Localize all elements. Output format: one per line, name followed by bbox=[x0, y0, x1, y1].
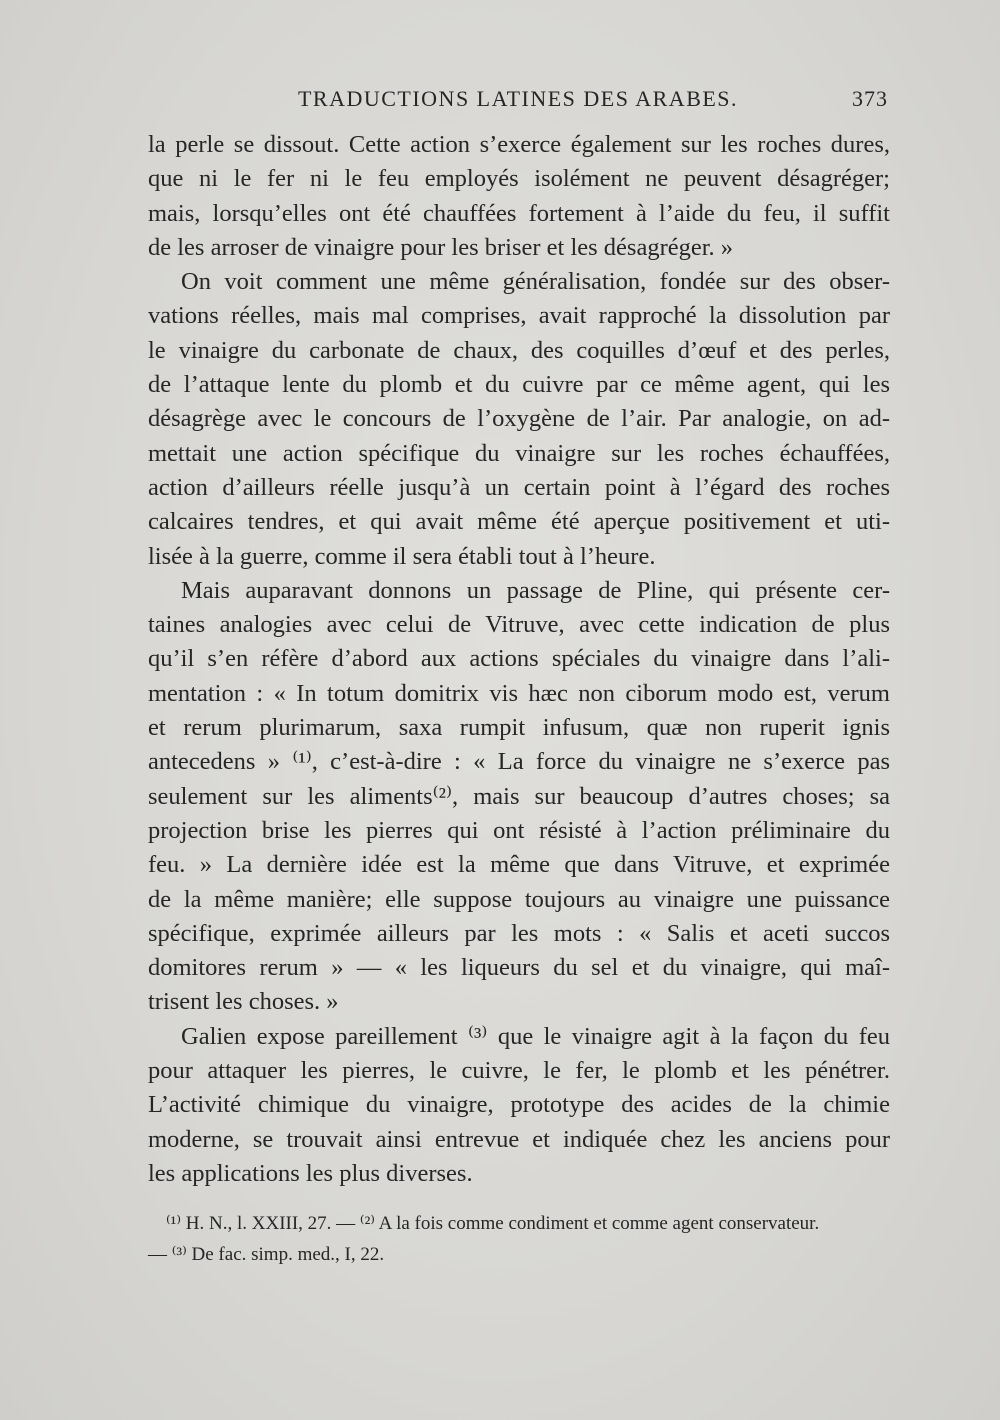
text-line: qu’il s’en réfère d’abord aux actions spéciales du vinaigre dans l’ali- bbox=[148, 645, 890, 673]
page-number: 373 bbox=[852, 86, 888, 111]
text-line: Mais auparavant donnons un passage de Pline, qui présente cer- bbox=[181, 576, 890, 604]
body-text bbox=[148, 128, 890, 1191]
text-line: pour attaquer les pierres, le cuivre, le fer, le plomb et les pénétrer. bbox=[148, 1057, 890, 1085]
text-line: de l’attaque lente du plomb et du cuivre par ce même agent, qui les bbox=[148, 371, 890, 399]
text-line: vations réelles, mais mal comprises, avait rapproché la dissolution par bbox=[148, 302, 890, 330]
text-line: le vinaigre du carbonate de chaux, des coquilles d’œuf et des perles, bbox=[148, 336, 890, 364]
text-line: seulement sur les aliments⁽²⁾, mais sur beaucoup d’autres choses; sa bbox=[148, 782, 890, 810]
text-line: Galien expose pareillement ⁽³⁾ que le vinaigre agit à la façon du feu bbox=[181, 1022, 890, 1050]
text-line: action d’ailleurs réelle jusqu’à un certain point à l’égard des roches bbox=[148, 473, 890, 501]
text-line: la perle se dissout. Cette action s’exerce également sur les roches dures, bbox=[148, 131, 890, 158]
text-line: mettait une action spécifique du vinaigre sur les roches échauffées, bbox=[148, 439, 890, 467]
text-line: projection brise les pierres qui ont résisté à l’action préliminaire du bbox=[148, 816, 890, 844]
footnote-line: — ⁽³⁾ De fac. simp. med., I, 22. bbox=[148, 1244, 385, 1265]
text-line: antecedens » ⁽¹⁾, c’est-à-dire : « La force du vinaigre ne s’exerce pas bbox=[148, 748, 890, 776]
text-line: domitores rerum » — « les liqueurs du sel et du vinaigre, qui maî- bbox=[148, 954, 890, 982]
text-line: que ni le fer ni le feu employés isolément ne peuvent désagréger; bbox=[148, 165, 890, 193]
text-line: de la même manière; elle suppose toujours au vinaigre une puissance bbox=[148, 885, 890, 913]
text-line: On voit comment une même généralisation, fondée sur des obser- bbox=[181, 268, 890, 296]
text-line: calcaires tendres, et qui avait même été aperçue positivement et uti- bbox=[148, 508, 890, 536]
text-line: mais, lorsqu’elles ont été chauffées fortement à l’aide du feu, il suffit bbox=[148, 199, 890, 227]
running-title: TRADUCTIONS LATINES DES ARABES. bbox=[297, 86, 739, 111]
text-line: désagrège avec le concours de l’oxygène de l’air. Par analogie, on ad- bbox=[148, 405, 890, 433]
text-line: trisent les choses. » bbox=[148, 988, 339, 1016]
text-line: taines analogies avec celui de Vitruve, avec cette indication de plus bbox=[148, 611, 890, 639]
footnote-line: ⁽¹⁾ H. N., l. XXIII, 27. — ⁽²⁾ A la fois comme condiment et comme agent conservateur. bbox=[166, 1213, 820, 1234]
running-head bbox=[148, 86, 888, 116]
text-line: feu. » La dernière idée est la même que dans Vitruve, et exprimée bbox=[148, 851, 890, 879]
text-line: spécifique, exprimée ailleurs par les mots : « Salis et aceti succos bbox=[148, 919, 890, 947]
text-line: lisée à la guerre, comme il sera établi tout à l’heure. bbox=[148, 542, 656, 570]
text-line: mentation : « In totum domitrix vis hæc non ciborum modo est, verum bbox=[148, 679, 890, 707]
text-line: et rerum plurimarum, saxa rumpit infusum, quæ non ruperit ignis bbox=[148, 714, 890, 742]
text-line: moderne, se trouvait ainsi entrevue et indiquée chez les anciens pour bbox=[148, 1125, 890, 1153]
text-line: L’activité chimique du vinaigre, prototype des acides de la chimie bbox=[148, 1091, 890, 1119]
footnotes bbox=[148, 1208, 890, 1270]
text-line: de les arroser de vinaigre pour les briser et les désagréger. » bbox=[148, 233, 734, 261]
text-line: les applications les plus diverses. bbox=[148, 1159, 473, 1187]
